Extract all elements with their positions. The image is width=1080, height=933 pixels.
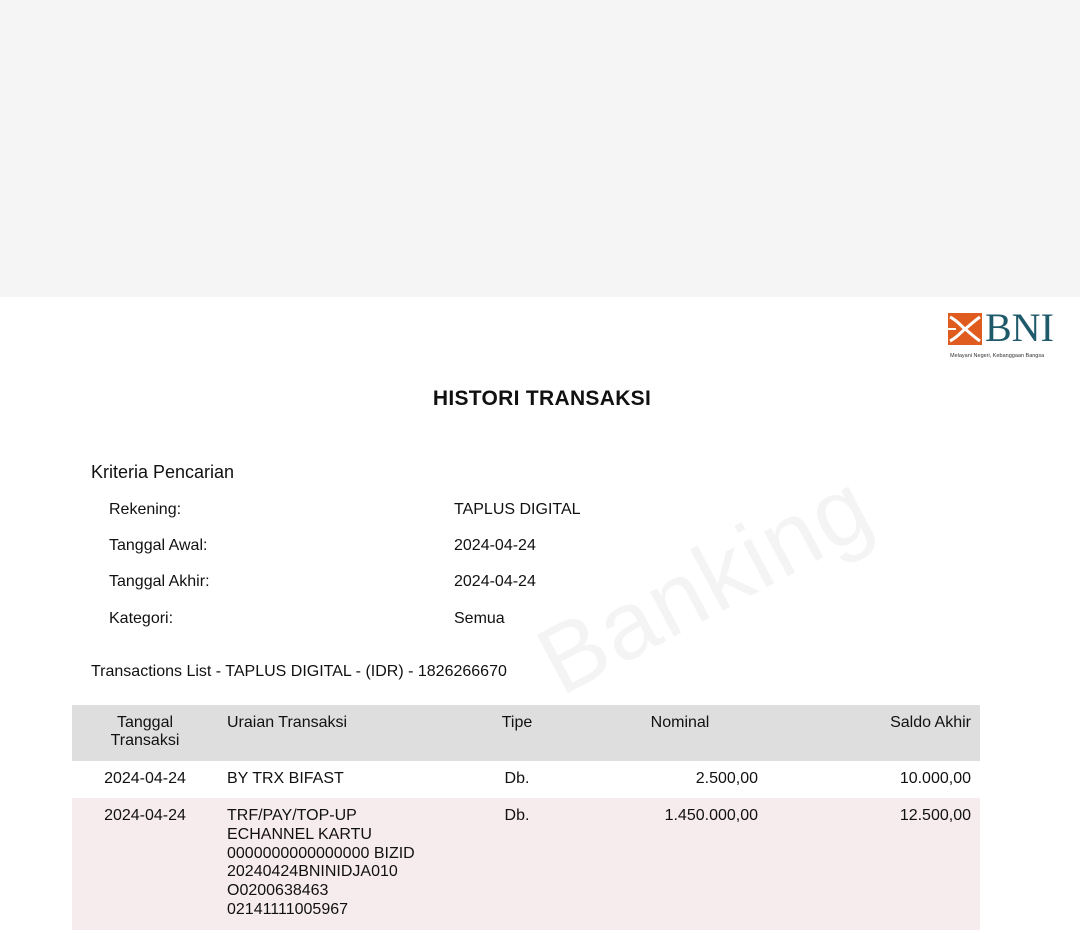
criteria-value-tanggal-awal: 2024-04-24 (454, 537, 536, 554)
desc-line: O0200638463 (227, 882, 329, 900)
header-tipe: Tipe (501, 714, 533, 731)
criteria-label-tanggal-akhir: Tanggal Akhir: (109, 573, 210, 590)
criteria-value-rekening: TAPLUS DIGITAL (454, 501, 581, 518)
desc-line: 0000000000000000 BIZID (227, 844, 415, 862)
table-header (72, 705, 980, 761)
cell-nominal: 2.500,00 (695, 770, 758, 787)
cell-type: Db. (504, 770, 530, 787)
header-nominal: Nominal (650, 714, 710, 731)
cell-type: Db. (504, 807, 530, 824)
bni-logo (948, 305, 1068, 365)
cell-date: 2024-04-24 (104, 770, 186, 787)
top-blank-area (0, 0, 1080, 297)
desc-line: 20240424BNINIDJA010 (227, 863, 398, 881)
cell-balance: 12.500,00 (899, 807, 971, 824)
desc-line: 02141111005967 (227, 900, 349, 918)
header-saldo-akhir: Saldo Akhir (890, 714, 971, 731)
bni-logo-text: BNI (985, 305, 1054, 350)
desc-line: ECHANNEL KARTU (227, 825, 372, 843)
cell-description: BY TRX BIFAST (227, 770, 344, 787)
header-tanggal-transaksi (72, 714, 218, 750)
criteria-label-tanggal-awal: Tanggal Awal: (109, 537, 208, 554)
transactions-table (72, 705, 980, 930)
bni-tagline: Melayani Negeri, Kebanggaan Bangsa (950, 353, 1045, 359)
transactions-list-title: Transactions List - TAPLUS DIGITAL - (IDR) - 1826266670 (91, 663, 507, 680)
cell-date: 2024-04-24 (104, 807, 186, 824)
cell-nominal: 1.450.000,00 (664, 807, 758, 824)
page-title: HISTORI TRANSAKSI (432, 387, 652, 410)
header-date-line2: Transaksi (110, 732, 180, 749)
cell-balance: 10.000,00 (899, 770, 971, 787)
header-uraian: Uraian Transaksi (227, 714, 348, 731)
criteria-heading: Kriteria Pencarian (91, 462, 235, 482)
criteria-label-rekening: Rekening: (109, 501, 182, 518)
criteria-value-tanggal-akhir: 2024-04-24 (454, 573, 536, 590)
desc-line: TRF/PAY/TOP-UP (227, 807, 357, 824)
criteria-value-kategori: Semua (454, 610, 505, 627)
cell-description (227, 807, 457, 920)
criteria-label-kategori: Kategori: (109, 610, 174, 627)
table-row (72, 761, 980, 798)
table-row (72, 798, 980, 930)
header-date-line1: Tanggal (116, 714, 174, 731)
bni-logo-mark-icon (948, 313, 982, 345)
